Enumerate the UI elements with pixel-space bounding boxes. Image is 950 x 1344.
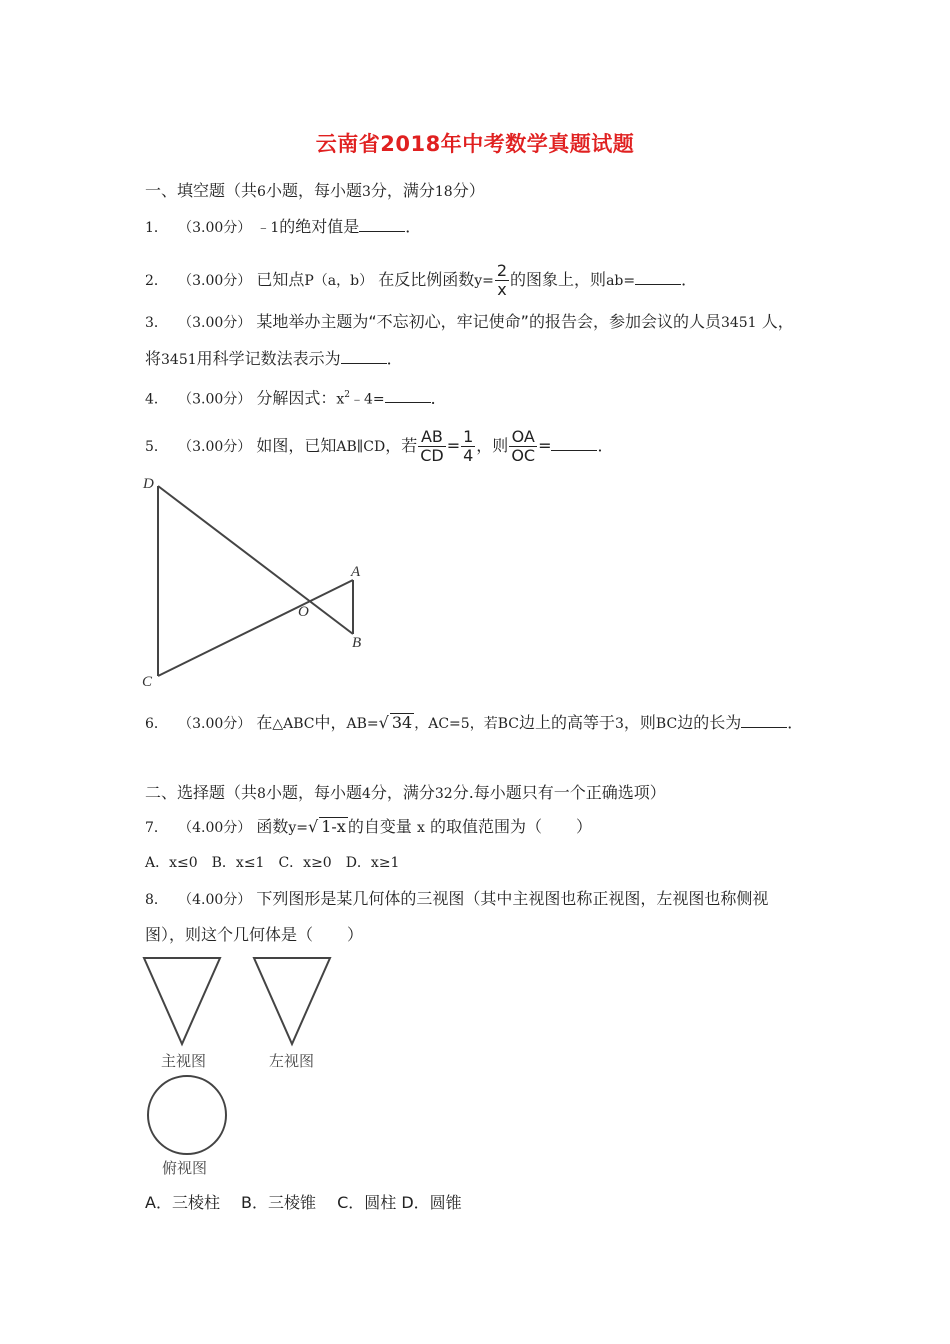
segment-db: [158, 486, 353, 634]
sqrt-symbol: √: [378, 713, 389, 732]
label-a: A: [351, 564, 361, 580]
label-o: O: [298, 604, 309, 620]
label-b: B: [352, 635, 362, 651]
answer-blank[interactable]: [635, 270, 681, 285]
answer-blank[interactable]: [741, 713, 787, 728]
left-view-label: 左视图: [269, 1052, 315, 1070]
answer-blank[interactable]: [385, 388, 431, 403]
question-4: 4． （3.00分） 分解因式：$x^2﹣4=$ ．: [145, 388, 447, 408]
answer-blank[interactable]: [359, 217, 405, 232]
section2-heading: 二、选择题（共8小题，每小题4分，满分32分.每小题只有一个正确选项）: [145, 783, 666, 802]
page-title: 云南省2018年中考数学真题试题: [315, 132, 635, 156]
sqrt-symbol: √: [308, 817, 319, 836]
question-7-options: A．x≤0 B．x≤1 C．x≥0 D．x≥1: [145, 855, 400, 871]
question-6: 6． （3.00分） 在△ABC中，AB=√ 34 ，AC=5，若BC边上的高等于3，则BC边的长为 ．: [145, 713, 804, 732]
left-view-triangle: [254, 958, 330, 1044]
figure-q5-triangles: [138, 470, 378, 692]
question-1: 1． （3.00分） ﹣1的绝对值是 ．: [145, 217, 422, 236]
question-8-options: A．三棱柱 B．三棱锥 C．圆柱 D．圆锥: [145, 1193, 462, 1212]
question-8-line2: 图），则这个几何体是（ ）: [145, 925, 364, 944]
top-view-circle: [148, 1076, 226, 1154]
question-3-line2: 将3451用科学记数法表示为 ．: [145, 349, 403, 368]
label-c: C: [142, 674, 153, 690]
answer-blank[interactable]: [341, 349, 387, 364]
answer-blank[interactable]: [551, 436, 597, 451]
fraction: $\frac{2}{x}$: [496, 261, 508, 299]
question-8: 8． （4.00分） 下列图形是某几何体的三视图（其中主视图也称正视图，左视图也称侧视: [145, 889, 769, 908]
top-view-label: 俯视图: [162, 1159, 208, 1177]
fraction-1-4: $\frac{1}{4}$: [463, 427, 474, 465]
label-d: D: [143, 476, 154, 492]
question-3: 3． （3.00分） 某地举办主题为“不忘初心，牢记使命”的报告会，参加会议的人员3451 人，: [145, 312, 794, 331]
question-2: 2． （3.00分） 已知点P（a，b） 在反比例函数y= $\frac{2}{x}$ 的图象上，则ab= ．: [145, 261, 698, 299]
section1-heading: 一、填空题（共6小题，每小题3分，满分18分）: [145, 181, 485, 200]
fraction-ab-cd: $\frac{AB}{CD}$: [420, 427, 444, 465]
front-view-label: 主视图: [161, 1052, 207, 1070]
fraction-oa-oc: $\frac{OA}{OC}$: [511, 427, 536, 465]
front-view-triangle: [144, 958, 220, 1044]
question-5: 5． （3.00分） 如图，已知AB∥CD，若 $\frac{AB}{CD}$ = $\frac{1}{4}$ ，则 $\frac{OA}{OC}$ = ．: [145, 427, 614, 465]
question-7: 7． （4.00分） 函数y=√ 1-x 的自变量 x 的取值范围为（ ）: [145, 817, 592, 836]
segment-ca: [158, 580, 353, 676]
